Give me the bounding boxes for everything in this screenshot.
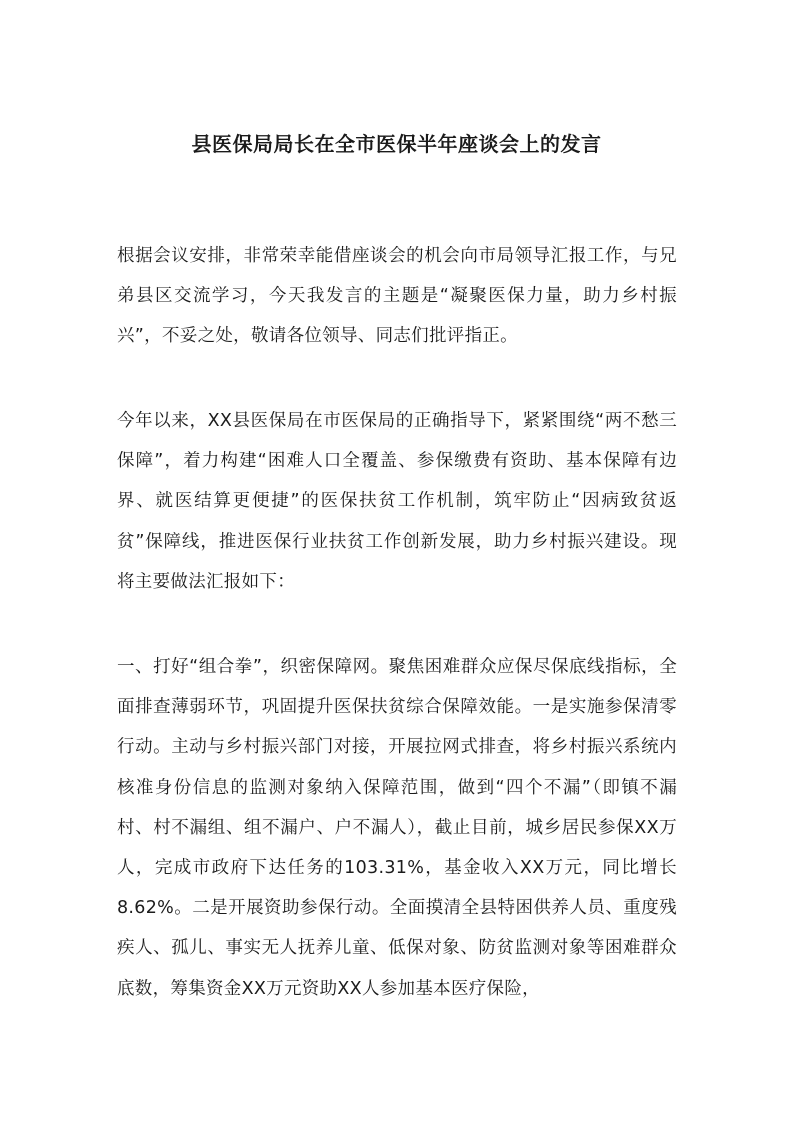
paragraph-section-one: 一、打好“组合拳”，织密保障网。聚焦困难群众应保尽保底线指标，全面排查薄弱环节，巩固提升医保扶贫综合保障效能。一是实施参保清零行动。主动与乡村振兴部门对接，开展拉网式排查，将乡村振兴系统内核准身份信息的监测对象纳入保障范围，做到“四个不漏”（即镇不漏村、村不漏组、组不漏户、户不漏人），截止目前，城乡居民参保XX万人，完成市政府下达任务的103.31%，基金收入XX万元，同比增长8.62%。二是开展资助参保行动。全面摸清全县特困供养人员、重度残疾人、孤儿、事实无人抚养儿童、低保对象、防贫监测对象等困难群众底数，筹集资金XX万元资助XX人参加基本医疗保险， [117,657,677,999]
document-title: 县医保局局长在全市医保半年座谈会上的发言 [191,132,602,156]
paragraph-overview: 今年以来，XX县医保局在市医保局的正确指导下，紧紧围绕“两不愁三保障”，着力构建“困难人口全覆盖、参保缴费有资助、基本保障有边界、就医结算更便捷”的医保扶贫工作机制，筑牢防止“因病致贫返贫”保障线，推进医保行业扶贫工作创新发展，助力乡村振兴建设。现将主要做法汇报如下： [117,411,677,592]
paragraph-intro: 根据会议安排，非常荣幸能借座谈会的机会向市局领导汇报工作，与兄弟县区交流学习，今天我发言的主题是“凝聚医保力量，助力乡村振兴”，不妥之处，敬请各位领导、同志们批评指正。 [117,246,677,347]
